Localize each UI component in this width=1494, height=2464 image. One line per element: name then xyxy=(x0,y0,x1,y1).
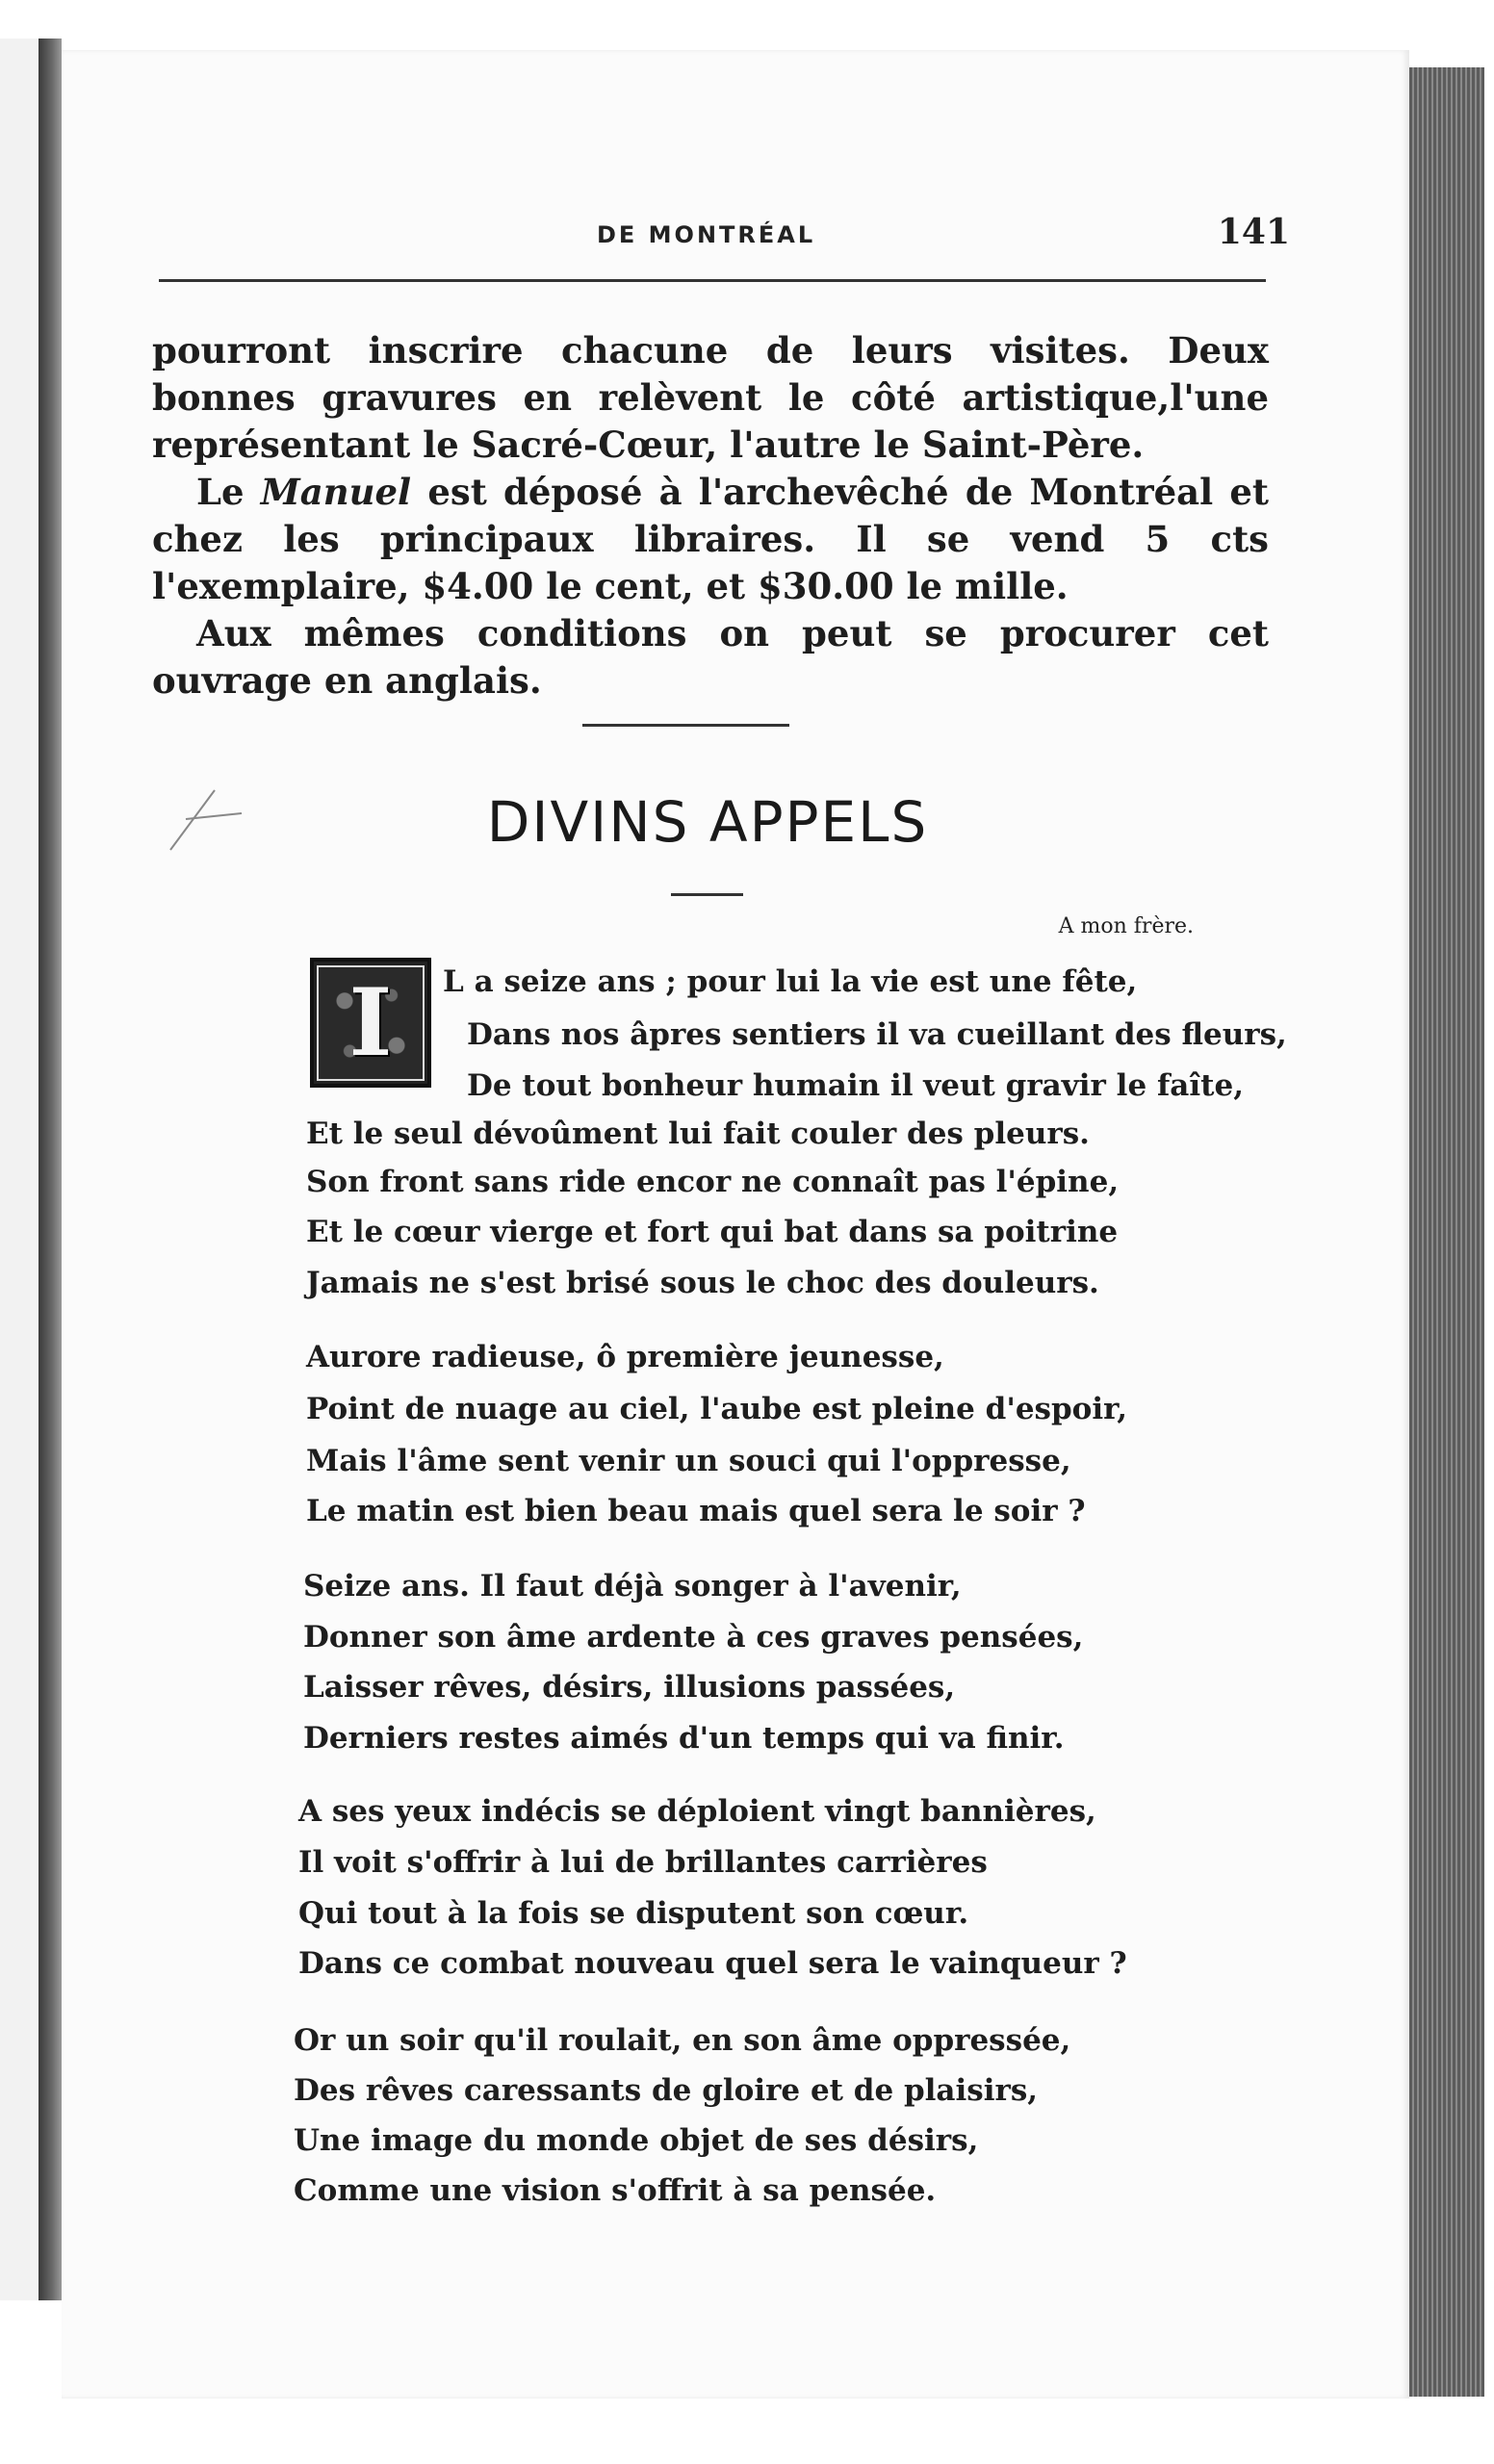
poem-dedication: A mon frère. xyxy=(1058,914,1194,938)
poem-line: Seize ans. Il faut déjà songer à l'avenir, xyxy=(303,1569,962,1604)
prose-continuation xyxy=(152,327,1269,705)
poem-line: Et le cœur vierge et fort qui bat dans sa poitrine xyxy=(306,1215,1119,1249)
poem-line: Qui tout à la fois se disputent son cœur. xyxy=(298,1896,969,1931)
title-rule xyxy=(671,893,743,896)
prose-paragraph: Aux mêmes conditions on peut se procurer cet ouvrage en anglais. xyxy=(152,612,1269,702)
poem-line: Point de nuage au ciel, l'aube est pleine d'espoir, xyxy=(306,1392,1127,1426)
poem-line: Aurore radieuse, ô première jeunesse, xyxy=(306,1340,944,1374)
drop-cap-letter: I xyxy=(348,967,393,1077)
prose-text: Le xyxy=(196,471,261,513)
poem-line: L a seize ans ; pour lui la vie est une fête, xyxy=(443,964,1138,999)
poem-line: Il voit s'offrir à lui de brillantes carrières xyxy=(298,1845,988,1880)
prose-paragraph: pourront inscrire chacune de leurs visites. Deux bonnes gravures en relèvent le côté artistique,l'une représentant le Sacré-Cœur, l'autre le Saint-Père. xyxy=(152,329,1269,466)
manuel-italic: Manuel xyxy=(260,471,412,513)
poem-line: Or un soir qu'il roulait, en son âme oppressée, xyxy=(294,2023,1071,2058)
poem-line: De tout bonheur humain il veut gravir le faîte, xyxy=(467,1068,1244,1103)
prose-text: est déposé à l'archevêché de Montréal et chez les principaux libraires. Il se vend 5 cts l'exemplaire, $4.00 le cent, et $30.00 le mille. xyxy=(152,471,1269,607)
poem-line: Derniers restes aimés d'un temps qui va finir. xyxy=(303,1721,1065,1756)
poem-line: Son front sans ride encor ne connaît pas l'épine, xyxy=(306,1165,1120,1199)
pencil-mark-icon xyxy=(168,784,245,852)
drop-cap-ornament xyxy=(317,965,425,1081)
book-gutter xyxy=(39,38,62,2300)
poem-title: DIVINS APPELS xyxy=(486,789,929,855)
running-title: DE MONTRÉAL xyxy=(597,221,816,248)
poem-line: Mais l'âme sent venir un souci qui l'oppresse, xyxy=(306,1444,1071,1478)
section-divider xyxy=(582,724,789,727)
prose-paragraph xyxy=(152,469,1269,610)
page-stack-edge xyxy=(1409,67,1484,2397)
page-number: 141 xyxy=(1217,212,1290,252)
poem-line: Des rêves caressants de gloire et de plaisirs, xyxy=(294,2073,1039,2108)
poem-line: Une image du monde objet de ses désirs, xyxy=(294,2123,979,2158)
poem-line: Laisser rêves, désirs, illusions passées, xyxy=(303,1670,956,1705)
ornamental-drop-cap xyxy=(310,958,431,1088)
poem-line: Jamais ne s'est brisé sous le choc des douleurs. xyxy=(306,1266,1099,1300)
poem-line: Donner son âme ardente à ces graves pensées, xyxy=(303,1620,1084,1655)
poem-line: Comme une vision s'offrit à sa pensée. xyxy=(294,2173,937,2208)
facing-page-edge xyxy=(0,38,40,2300)
poem-line: Dans nos âpres sentiers il va cueillant des fleurs, xyxy=(467,1017,1287,1052)
header-rule xyxy=(159,279,1266,282)
poem-line: A ses yeux indécis se déploient vingt bannières, xyxy=(298,1794,1096,1829)
poem-line: Et le seul dévoûment lui fait couler des pleurs. xyxy=(306,1116,1090,1151)
poem-line: Dans ce combat nouveau quel sera le vainqueur ? xyxy=(298,1946,1127,1981)
poem-line: Le matin est bien beau mais quel sera le soir ? xyxy=(306,1494,1086,1528)
